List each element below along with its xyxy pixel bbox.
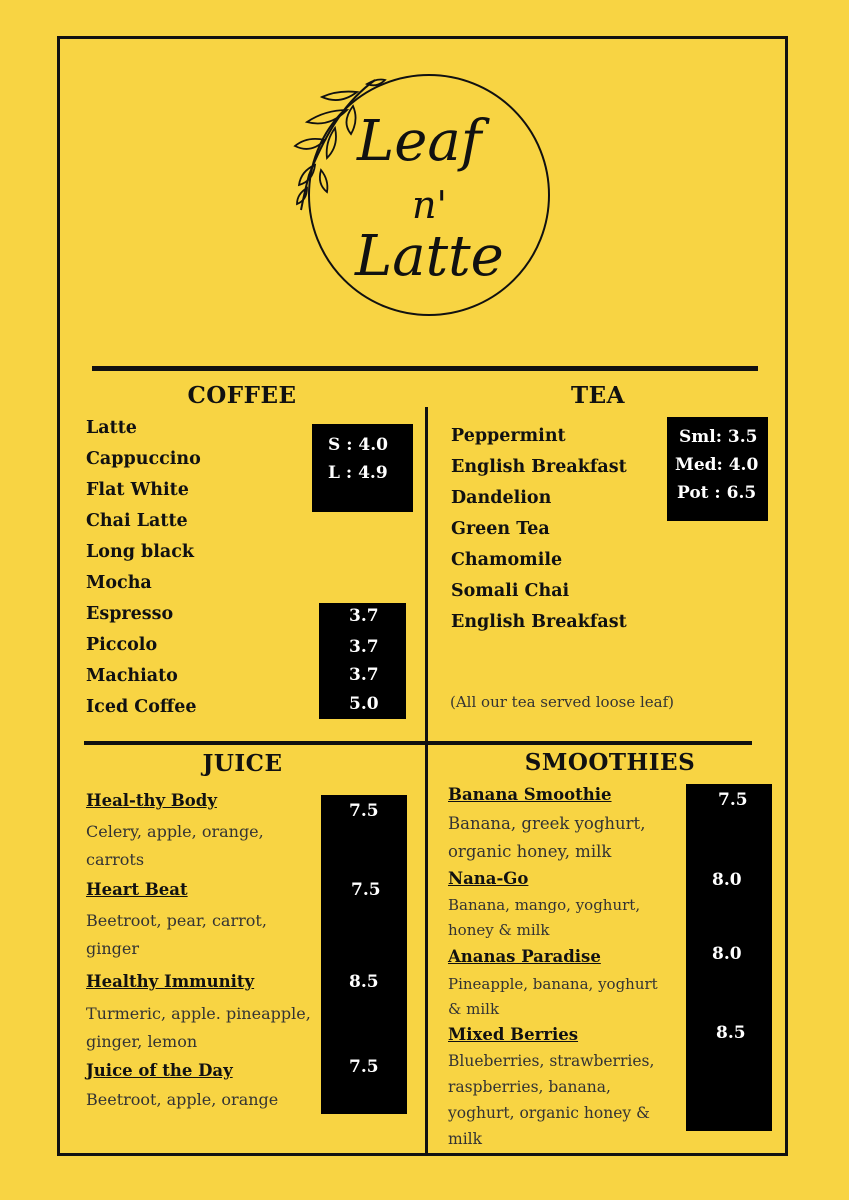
- juice-desc: Beetroot, pear, carrot, ginger: [86, 911, 267, 958]
- tea-item: Green Tea: [451, 519, 550, 539]
- price-mixed-berries: 8.5: [716, 1023, 746, 1043]
- svg-text:Latte: Latte: [355, 224, 504, 289]
- smoothie-name: Nana-Go: [448, 869, 529, 888]
- juice-desc: Turmeric, apple. pineapple, ginger, lemon: [86, 1004, 311, 1051]
- coffee-item: Latte: [86, 418, 137, 438]
- svg-text:n': n': [412, 183, 447, 227]
- juice-price-box: [321, 795, 407, 1114]
- middle-divider: [84, 741, 752, 745]
- juice-name: Healthy Immunity: [86, 972, 255, 991]
- price-healthy-immunity: 8.5: [349, 972, 379, 992]
- price-banana-smoothie: 7.5: [718, 790, 748, 810]
- tea-item: English Breakfast: [451, 612, 627, 632]
- tea-price-medium: Med: 4.0: [675, 455, 759, 475]
- smoothie-name: Banana Smoothie: [448, 785, 612, 804]
- price-iced-coffee: 5.0: [349, 694, 379, 714]
- price-nana-go: 8.0: [712, 870, 742, 890]
- svg-text:Leaf: Leaf: [357, 109, 482, 174]
- coffee-item: Cappuccino: [86, 449, 201, 469]
- juice-title: JUICE: [202, 750, 283, 777]
- juice-desc: Beetroot, apple, orange: [86, 1090, 279, 1109]
- smoothies-title: SMOOTHIES: [524, 749, 696, 776]
- price-machiato: 3.7: [349, 665, 379, 685]
- coffee-price-large: L : 4.9: [328, 463, 388, 483]
- tea-item: Dandelion: [451, 488, 552, 508]
- juice-name: Juice of the Day: [86, 1061, 233, 1080]
- coffee-item: Iced Coffee: [86, 697, 197, 717]
- smoothie-name: Ananas Paradise: [448, 947, 601, 966]
- tea-size-price-box: [667, 417, 768, 521]
- price-healthy-body: 7.5: [349, 801, 379, 821]
- coffee-item: Flat White: [86, 480, 189, 500]
- tea-item: Peppermint: [451, 426, 566, 446]
- coffee-size-price-box: [312, 424, 413, 512]
- price-juice-of-the-day: 7.5: [349, 1057, 379, 1077]
- coffee-item: Piccolo: [86, 635, 158, 655]
- smoothie-desc: Pineapple, banana, yoghurt & milk: [448, 975, 658, 1018]
- price-heart-beat: 7.5: [351, 880, 381, 900]
- top-divider: [92, 366, 758, 371]
- leaf-n-latte-logo: [287, 70, 557, 320]
- coffee-item: Chai Latte: [86, 511, 188, 531]
- tea-item: Chamomile: [451, 550, 563, 570]
- price-espresso: 3.7: [349, 606, 379, 626]
- coffee-single-price-box: [319, 603, 406, 719]
- tea-note: (All our tea served loose leaf): [450, 693, 674, 711]
- smoothie-price-box: [686, 784, 772, 1131]
- coffee-item: Espresso: [86, 604, 174, 624]
- juice-desc: Celery, apple, orange, carrots: [86, 822, 264, 869]
- price-piccolo: 3.7: [349, 637, 379, 657]
- smoothie-desc: Blueberries, strawberries, raspberries, banana, yoghurt, organic honey & milk: [448, 1052, 655, 1148]
- tea-item: Somali Chai: [451, 581, 570, 601]
- vertical-divider: [425, 407, 428, 1156]
- coffee-item: Machiato: [86, 666, 178, 686]
- smoothie-desc: Banana, greek yoghurt, organic honey, milk: [448, 814, 646, 861]
- coffee-title: COFFEE: [187, 382, 297, 409]
- juice-name: Heart Beat: [86, 880, 188, 899]
- coffee-item: Long black: [86, 542, 195, 562]
- tea-price-pot: Pot : 6.5: [677, 483, 757, 503]
- juice-name: Heal-thy Body: [86, 791, 217, 810]
- tea-title: TEA: [571, 382, 625, 409]
- tea-item: English Breakfast: [451, 457, 627, 477]
- price-ananas-paradise: 8.0: [712, 944, 742, 964]
- smoothie-name: Mixed Berries: [448, 1025, 579, 1044]
- tea-price-small: Sml: 3.5: [679, 427, 758, 447]
- smoothie-desc: Banana, mango, yoghurt, honey & milk: [448, 896, 641, 939]
- coffee-item: Mocha: [86, 573, 152, 593]
- coffee-price-small: S : 4.0: [328, 435, 388, 455]
